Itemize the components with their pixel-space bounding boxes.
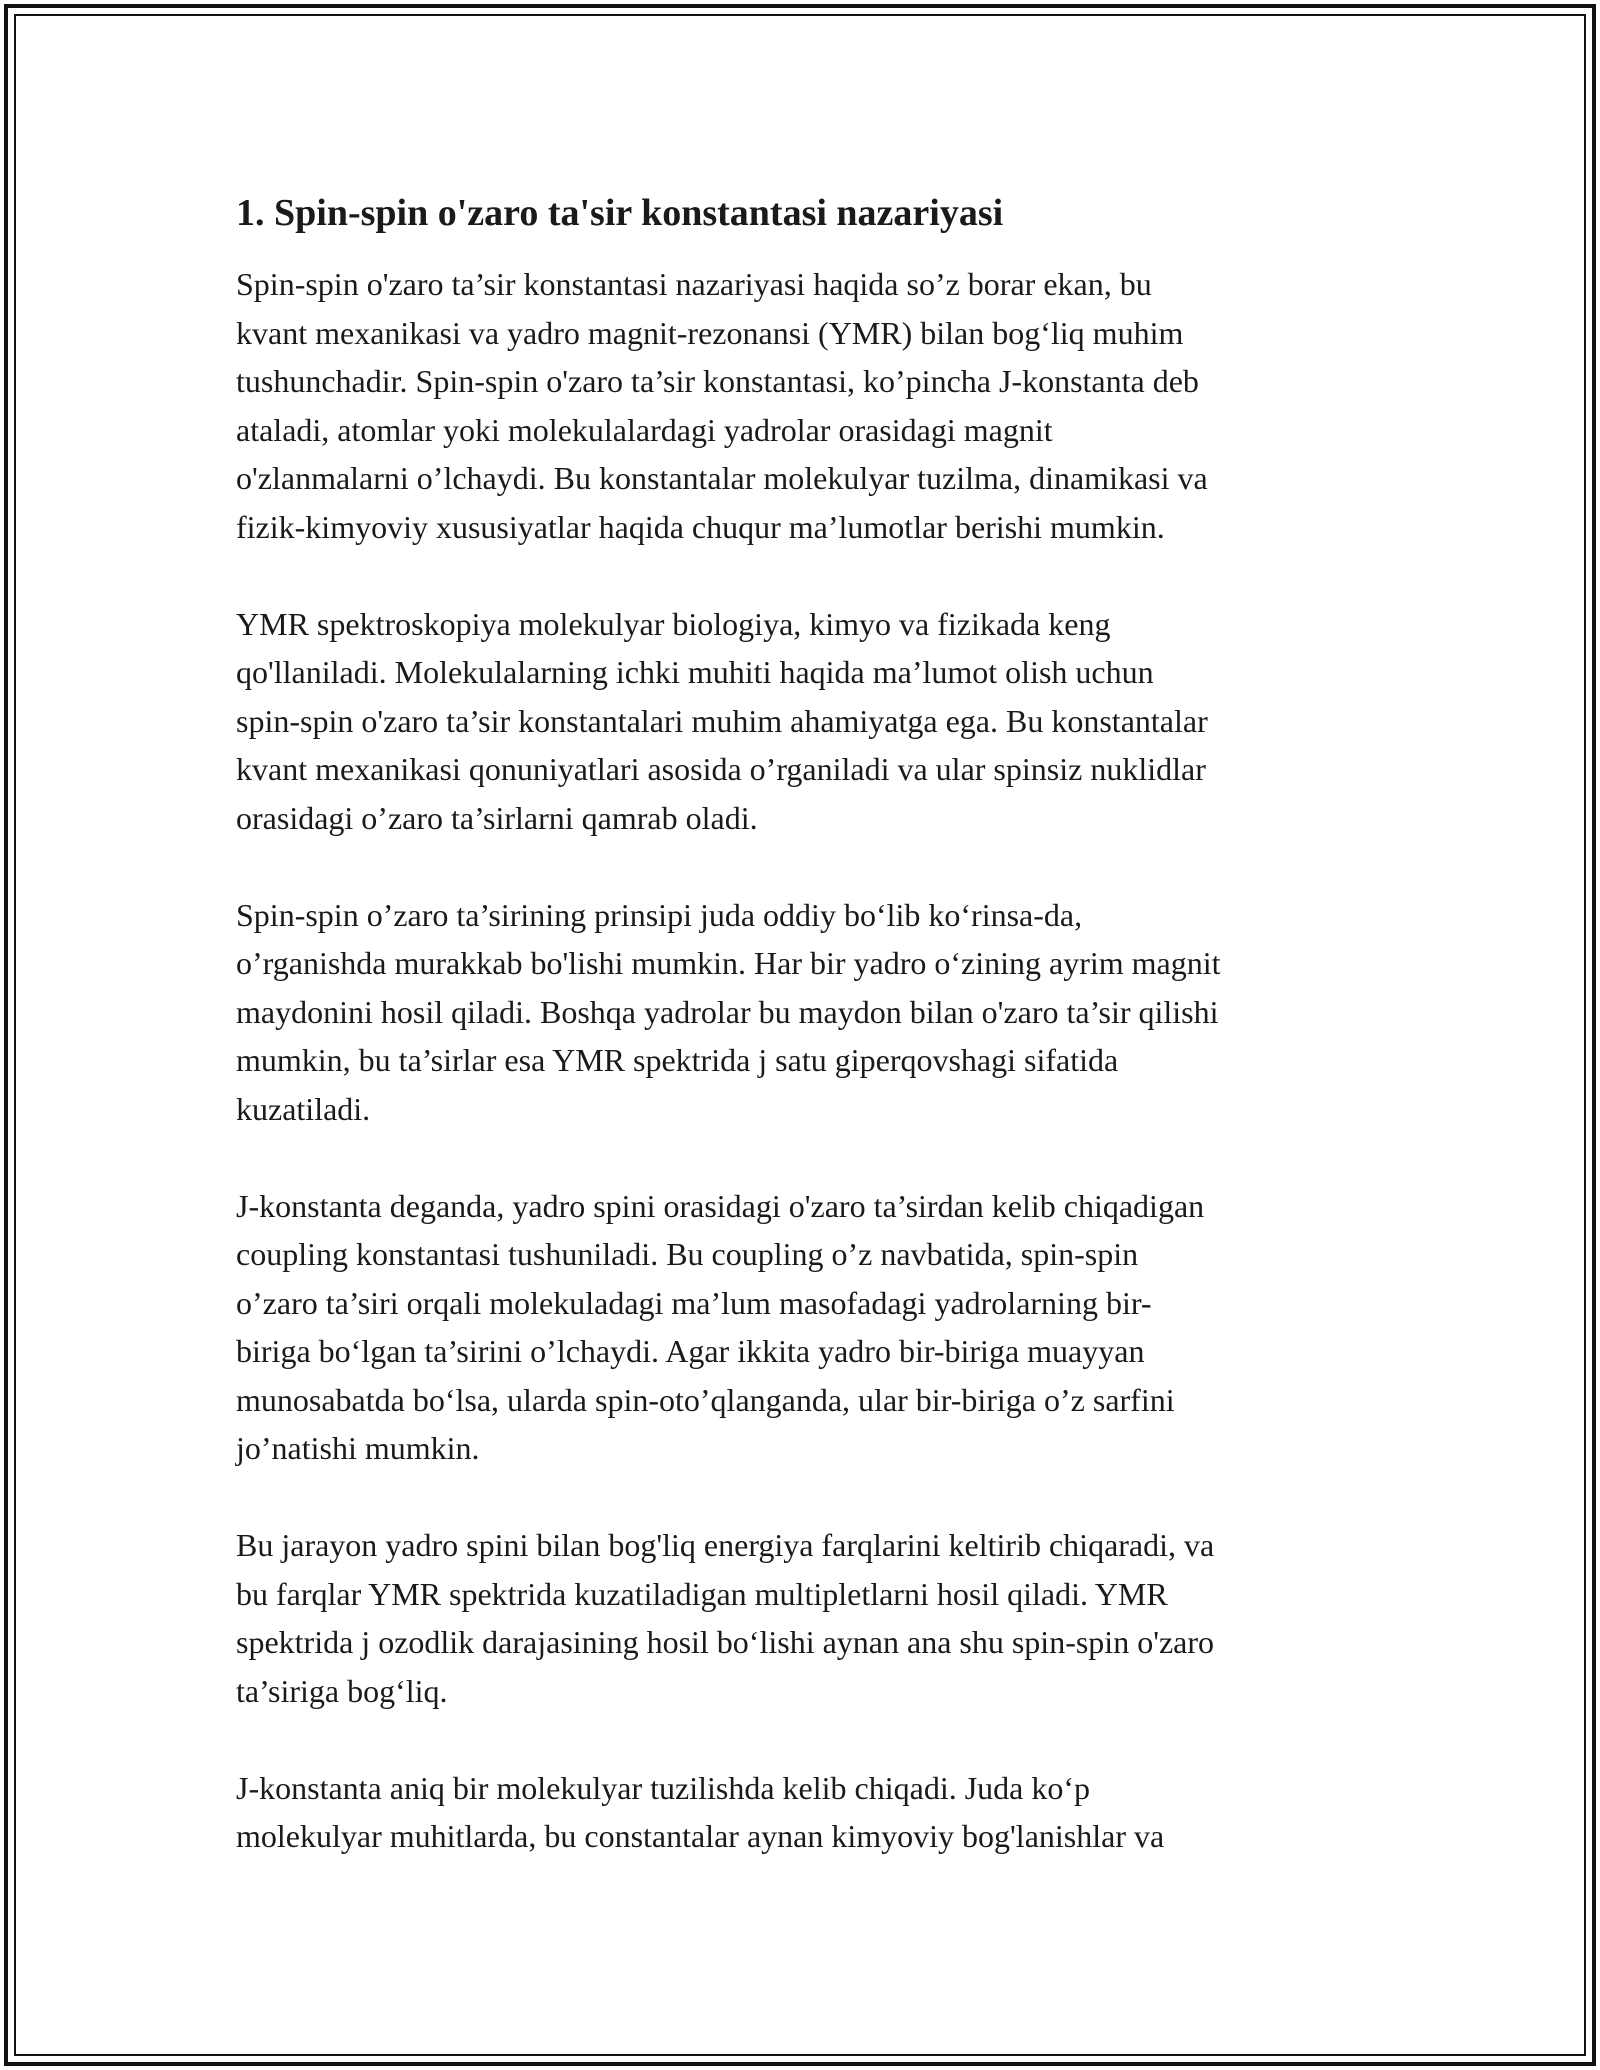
text-line: kuzatiladi. [236, 1090, 371, 1127]
text-line: tushunchadir. Spin-spin o'zaro ta’sir konstantasi, ko’pincha J-konstanta deb [236, 363, 1199, 399]
text-line: spin-spin o'zaro ta’sir konstantalari muhim ahamiyatga ega. Bu konstantalar [236, 702, 1208, 739]
text-line: ta’siriga bog‘liq. [236, 1672, 448, 1709]
text-line: ataladi, atomlar yoki molekulalardagi yadrolar orasidagi magnit [236, 411, 1053, 448]
text-line: YMR spektroskopiya molekulyar biologiya, kimyo va fizikada keng [236, 605, 1111, 642]
text-line: Spin-spin o'zaro ta’sir konstantasi nazariyasi haqida so’z borar ekan, bu [236, 266, 1152, 302]
text-line: o’zaro ta’siri orqali molekuladagi ma’lum masofadagi yadrolarning bir- [236, 1284, 1152, 1321]
document-body [236, 186, 1376, 1909]
text-line: qo'llaniladi. Molekulalarning ichki muhiti haqida ma’lumot olish uchun [236, 654, 1154, 690]
text-line: Spin-spin o’zaro ta’sirining prinsipi juda oddiy bo‘lib ko‘rinsa-da, [236, 896, 1083, 933]
paragraph-4 [236, 1182, 1376, 1473]
paragraph-6 [236, 1764, 1376, 1861]
paragraph-5 [236, 1521, 1376, 1715]
text-line: kvant mexanikasi va yadro magnit-rezonansi (YMR) bilan bog‘liq muhim [236, 314, 1184, 351]
text-line: J-konstanta deganda, yadro spini orasidagi o'zaro ta’sirdan kelib chiqadigan [236, 1187, 1205, 1224]
text-line: biriga bo‘lgan ta’sirini o’lchaydi. Agar ikkita yadro bir-biriga muayyan [236, 1333, 1145, 1369]
paragraph-3 [236, 891, 1376, 1134]
text-line: J-konstanta aniq bir molekulyar tuzilishda kelib chiqadi. Juda ko‘p [236, 1769, 1091, 1806]
paragraph-2 [236, 600, 1376, 843]
text-line: o'zlanmalarni o’lchaydi. Bu konstantalar molekulyar tuzilma, dinamikasi va [236, 460, 1208, 496]
text-line: mumkin, bu ta’sirlar esa YMR spektrida j satu giperqovshagi sifatida [236, 1042, 1119, 1078]
text-line: orasidagi o’zaro ta’sirlarni qamrab oladi. [236, 799, 758, 836]
text-line: Bu jarayon yadro spini bilan bog'liq energiya farqlarini keltirib chiqaradi, va [236, 1527, 1215, 1563]
text-line: bu farqlar YMR spektrida kuzatiladigan multipletlarni hosil qiladi. YMR [236, 1575, 1168, 1612]
text-line: fizik-kimyoviy xususiyatlar haqida chuqur ma’lumotlar berishi mumkin. [236, 508, 1165, 545]
paragraph-1 [236, 260, 1376, 551]
section-heading: 1. Spin-spin o'zaro ta'sir konstantasi nazariyasi [236, 192, 1004, 234]
text-line: jo’natishi mumkin. [236, 1430, 480, 1466]
text-line: munosabatda bo‘lsa, ularda spin-oto’qlanganda, ular bir-biriga o’z sarfini [236, 1381, 1175, 1418]
text-line: o’rganishda murakkab bo'lishi mumkin. Har bir yadro o‘zining ayrim magnit [236, 945, 1221, 981]
text-line: coupling konstantasi tushuniladi. Bu coupling o’z navbatida, spin-spin [236, 1236, 1139, 1272]
text-line: molekulyar muhitlarda, bu constantalar aynan kimyoviy bog'lanishlar va [236, 1818, 1165, 1854]
text-line: kvant mexanikasi qonuniyatlari asosida o’rganiladi va ular spinsiz nuklidlar [236, 751, 1206, 787]
text-line: spektrida j ozodlik darajasining hosil bo‘lishi aynan ana shu spin-spin o'zaro [236, 1624, 1215, 1660]
text-line: maydonini hosil qiladi. Boshqa yadrolar bu maydon bilan o'zaro ta’sir qilishi [236, 993, 1219, 1030]
